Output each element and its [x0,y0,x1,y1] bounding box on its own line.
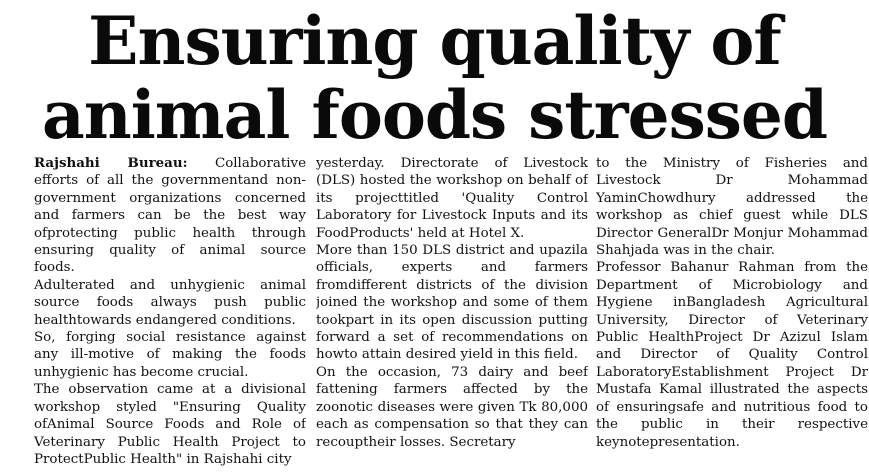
headline-line-1: Ensuring quality of [88,2,781,80]
article-paragraph: Professor Bahanur Rahman from the Department of Microbiology and Hygiene inBangladesh Agricultural University, Director of Veterinary Public HealthProject Dr Azizul Islam and Director of Quality Control LaboratoryEstablishment Project Dr Mustafa Kamal illustrated the aspects of ensuringsafe and nutritious food to the public in their respective keynotepresentation. [596,260,868,450]
article-column-2 [316,155,588,471]
article-paragraph: The observation came at a divisional workshop styled "Ensuring Quality ofAnimal Source Foods and Role of Veterinary Public Health Project to ProtectPublic Health" in Rajshahi city [34,382,306,467]
paragraph-text: Collaborative efforts of all the governmentand non-government organizations concerned and farmers can be the best way ofprotecting public health through ensuring quality of animal source foods. [34,156,306,276]
article-column-3 [596,155,868,471]
headline-line-2: animal foods stressed [41,76,828,154]
article-paragraph: Adulterated and unhygienic animal source foods always push public healthtowards endangered conditions. [34,277,306,328]
article-column-1 [34,155,306,471]
article-paragraph: to the Ministry of Fisheries and Livestock Dr Mohammad YaminChowdhury addressed the workshop as chief guest while DLS Director GeneralDr Monjur Mohammad Shahjada was in the chair. [596,156,868,259]
headline [0,4,869,152]
dateline: Rajshahi Bureau: [34,155,188,171]
article-paragraph: On the occasion, 73 dairy and beef fattening farmers affected by the zoonotic diseases were given Tk 80,000 each as compensation so that they can recouptheir losses. Secretary [316,364,588,450]
article-paragraph [34,155,306,277]
article-paragraph: So, forging social resistance against any ill-motive of making the foods unhygienic has become crucial. [34,330,306,380]
article-paragraph: yesterday. Directorate of Livestock (DLS) hosted the workshop on behalf of its projecttitled 'Quality Control Laboratory for Livestock Inputs and its FoodProducts' held at Hotel X. [316,156,588,241]
article-paragraph: More than 150 DLS district and upazila officials, experts and farmers fromdifferent districts of the division joined the workshop and some of them tookpart in its open discussion putting forward a set of recommendations on howto attain desired yield in this field. [316,243,588,363]
